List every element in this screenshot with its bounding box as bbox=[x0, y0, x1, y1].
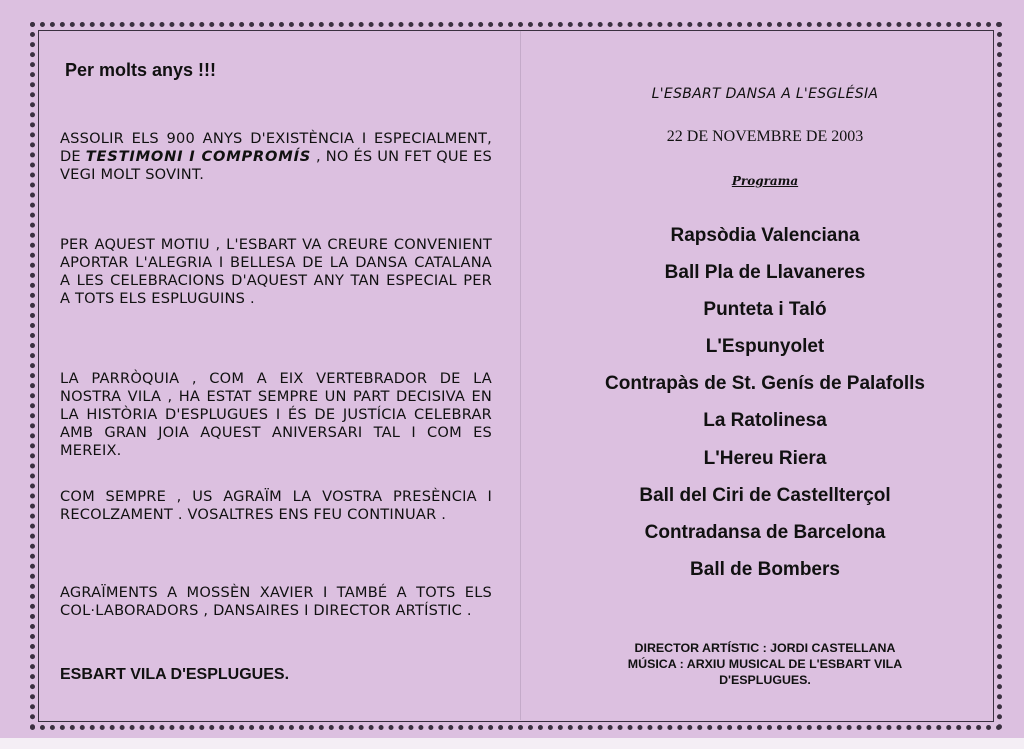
program-item: Ball del Ciri de Castellterçol bbox=[639, 484, 891, 506]
credits-music: MÚSICA : ARXIU MUSICAL DE L'ESBART VILA bbox=[627, 657, 903, 671]
signature: ESBART VILA D'ESPLUGUES. bbox=[60, 666, 290, 683]
paragraph-1-end: , NO ÉS UN FET QUE ES VEGI MOLT SOVINT. bbox=[60, 148, 492, 183]
paragraph-2: PER AQUEST MOTIU , L'ESBART VA CREURE CONVENIENT APORTAR L'ALEGRIA I BELLESA DE LA DANSA CATALANA A LES CELEBRACIONS D'AQUEST ANY TAN ESPECIAL PER A TOTS ELS ESPLUGUINS . bbox=[60, 236, 492, 307]
program-item: Contradansa de Barcelona bbox=[644, 521, 886, 543]
program-item: Contrapàs de St. Genís de Palafolls bbox=[605, 373, 925, 395]
paragraph-1-start: ASSOLIR ELS 900 ANYS D'EXISTÈNCIA I ESPECIALMENT, DE bbox=[60, 130, 492, 165]
scan-margin bbox=[0, 738, 1024, 749]
credits bbox=[560, 640, 970, 688]
program-item: L'Espunyolet bbox=[705, 336, 825, 358]
program-item: Ball de Bombers bbox=[690, 558, 840, 580]
program-label: Programa bbox=[731, 174, 799, 188]
paragraph-1-emphasis: TESTIMONI I COMPROMÍS bbox=[85, 148, 312, 165]
event-date: 22 DE NOVEMBRE DE 2003 bbox=[666, 128, 864, 145]
program-list bbox=[540, 223, 990, 594]
fold-line bbox=[520, 30, 521, 720]
paragraph-4: COM SEMPRE , US AGRAÏM LA VOSTRA PRESÈNCIA I RECOLZAMENT . VOSALTRES ENS FEU CONTINUAR . bbox=[60, 488, 492, 523]
program-item: La Ratolinesa bbox=[703, 410, 827, 432]
paragraph-3: LA PARRÒQUIA , COM A EIX VERTEBRADOR DE LA NOSTRA VILA , HA ESTAT SEMPRE UN PART DECISIVA EN LA HISTÒRIA D'ESPLUGUES I ÉS DE JUSTÍCIA CELEBRAR AMB GRAN JOIA AQUEST ANIVERSARI TAL I COM ES MEREIX. bbox=[60, 370, 492, 459]
program-item: Rapsòdia Valenciana bbox=[670, 225, 860, 246]
event-title: L'ESBART DANSA A L'ESGLÉSIA bbox=[651, 86, 879, 102]
credits-director: DIRECTOR ARTÍSTIC : JORDI CASTELLANA bbox=[634, 641, 896, 655]
paragraph-1 bbox=[60, 130, 492, 184]
program-item: Punteta i Taló bbox=[703, 299, 827, 321]
program-item: L'Hereu Riera bbox=[703, 447, 827, 469]
credits-music-cont: D'ESPLUGUES. bbox=[719, 673, 811, 687]
greeting-heading: Per molts anys !!! bbox=[65, 60, 217, 80]
paragraph-5: AGRAÏMENTS A MOSSÈN XAVIER I TAMBÉ A TOTS ELS COL·LABORADORS , DANSAIRES I DIRECTOR ARTÍSTIC . bbox=[60, 584, 492, 619]
program-item: Ball Pla de Llavaneres bbox=[664, 262, 866, 284]
